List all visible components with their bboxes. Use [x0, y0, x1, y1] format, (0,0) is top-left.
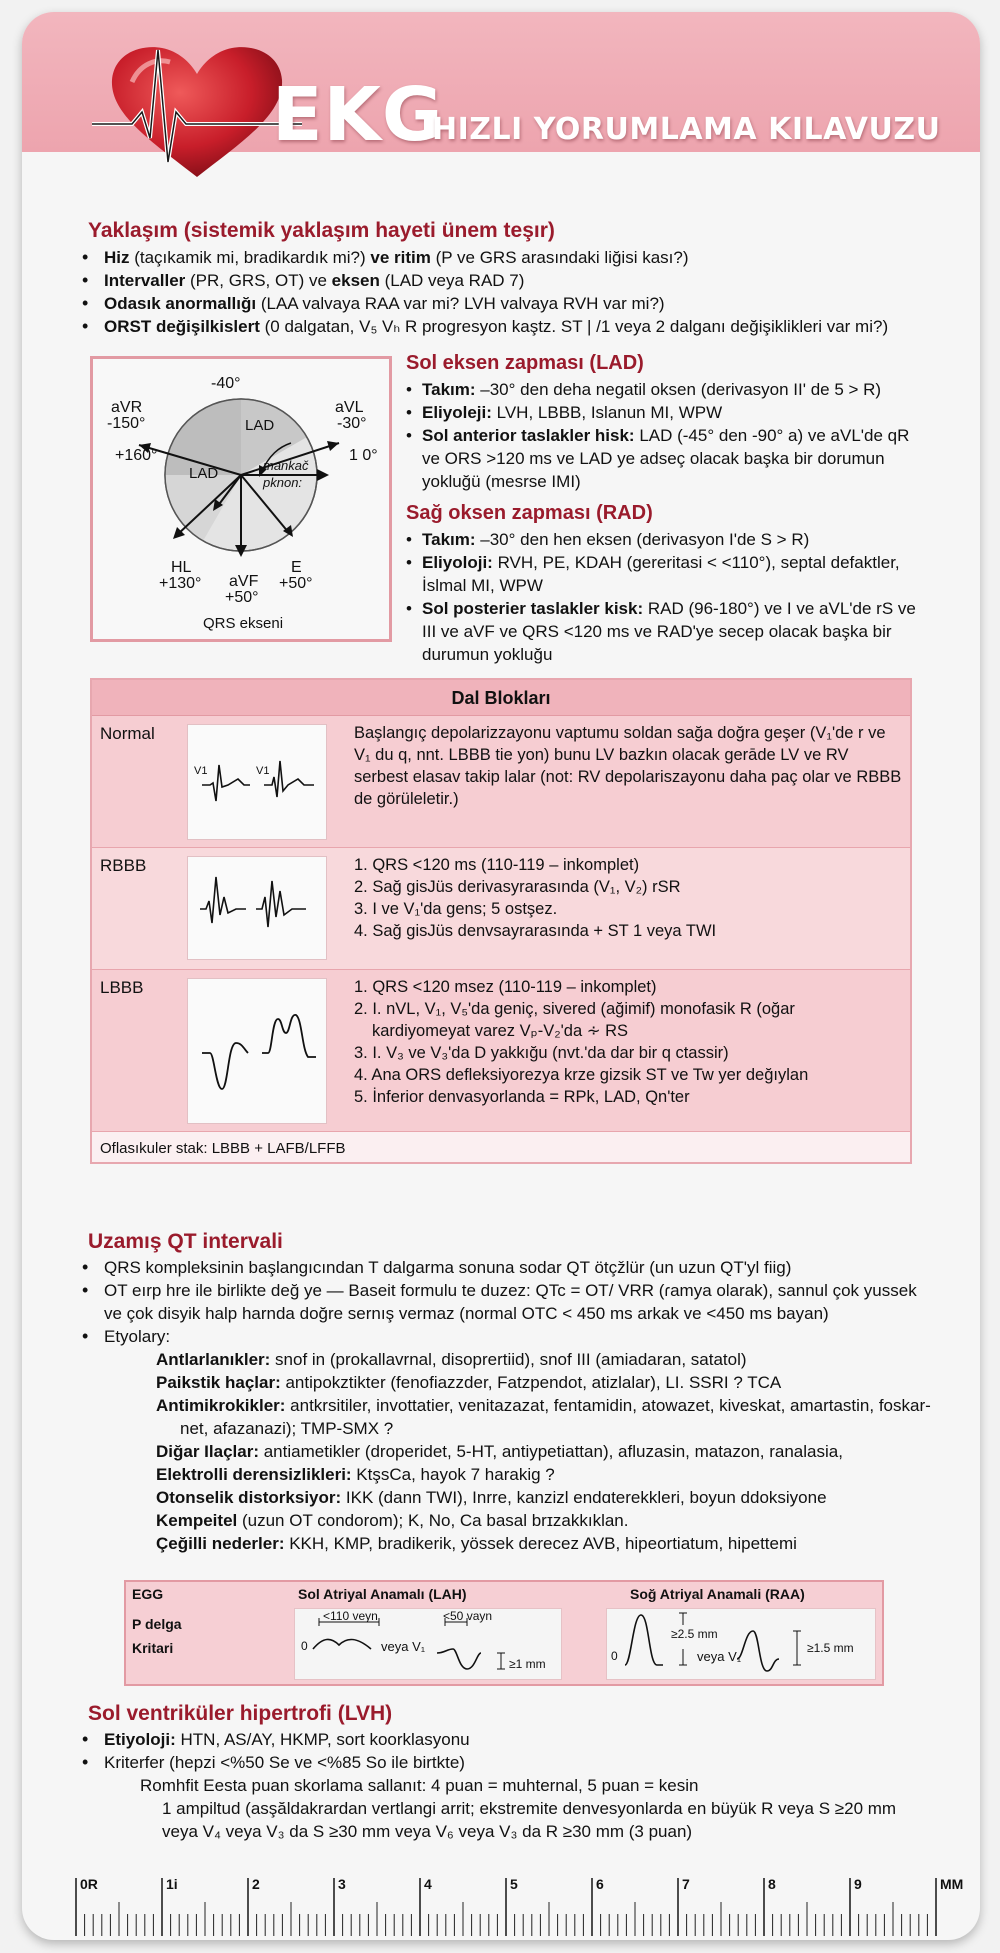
- ruler-label: 7: [682, 1876, 690, 1892]
- approach-item: • ORST değişilkislert (0 dalgatan, V₅ Vₕ R progresyon kaştz. ST | /1 veya 2 dalganı değişiklikleri var mi?): [76, 315, 956, 338]
- ruler-label: 9: [854, 1876, 862, 1892]
- bundle-row-normal: [92, 716, 910, 848]
- lvh-item: • Etiyoloji: HTN, AS/AY, HKMP, sort koorklasyonu: [76, 1728, 956, 1751]
- axis-label-left: +160°: [115, 447, 158, 464]
- axis-caption: QRS ekseni: [203, 615, 284, 632]
- lbbb-tracing-graphic: [188, 979, 326, 1123]
- ekg-reference-card: [22, 12, 980, 1940]
- mm-ruler: [62, 1876, 970, 1936]
- lah-lead-label: veya V₁: [381, 1639, 426, 1654]
- criteria-line: 3. I ve V₁'da gens; 5 ostşez.: [354, 900, 558, 918]
- cause-line: Elektrolli derensizlikleri: KtşsCa, hayok 7 harakig ?: [156, 1465, 555, 1484]
- axis-label-avl-deg: -30°: [337, 415, 367, 432]
- criteria-line: 4. Ana ORS defleksiyorezya krze gizsik ST ve Tw yer değıylan: [354, 1066, 809, 1084]
- lvh-line: 1 ampiltud (asşăldakrardan vertlangi arrit; ekstremite denvesyonlarda en büyük R veya S ≥20 mm: [162, 1799, 897, 1818]
- criteria-line: 3. I. V₃ ve V₃'da D yakkığu (nvt.'da dar bir q ctassir): [354, 1044, 729, 1062]
- bundle-row-rbbb: [92, 848, 910, 970]
- bundle-row-lbbb: [92, 970, 910, 1132]
- lead-v1-label: V1: [194, 765, 208, 777]
- criteria-line: 2. I. nVL, V₁, V₅'da geniç, sivered (ağimif) monofasik R (oğar: [354, 1000, 795, 1018]
- criteria-line: kardiyomeyat varez Vₚ-V₂'da ∻ RS: [372, 1022, 629, 1040]
- axis-label-note: mankač pknon:: [263, 458, 309, 490]
- ruler-label: 5: [510, 1876, 518, 1892]
- lead-v1-label: V1: [256, 765, 270, 777]
- ruler-label: 6: [596, 1876, 604, 1892]
- lvh-item: • Kriterfer (hepzi <%50 Se ve <%85 So ile birtkte): [76, 1751, 956, 1774]
- axis-label-top: -40°: [211, 375, 241, 392]
- lah-notch-label: <50 vayn: [443, 1609, 493, 1623]
- ruler-label: 4: [424, 1876, 432, 1892]
- ruler-label: 8: [768, 1876, 776, 1892]
- lad-title: Sol eksen zapması (LAD): [406, 352, 644, 374]
- cause-line: Antimikrokikler: antkrsitiler, invottatier, venitazazat, fentamidin, atowazet, kiveskat, amartastin, foskar-: [156, 1396, 931, 1415]
- normal-description: Başlangıç depolarizzayonu vaptumu soldan sağa doğra geşer (V₁'de r ve V₁ du q, nnt. LBBB tie yon) bunu LV bazkın olacak gerāde LV ve RV serbest elasav takip lalar (not: RV depolariszayonu daha paç olar ve RBBB de görüleletir.): [354, 724, 902, 808]
- axis-label-avr-deg: -150°: [107, 415, 146, 432]
- lad-item: • Takım: –30° den deha negatil oksen (derivasyon II' de 5 > R): [406, 378, 926, 401]
- axis-label-lad-upper: LAD: [245, 417, 275, 434]
- row-name: LBBB: [100, 978, 144, 997]
- criteria-line: 1. QRS <120 msez (110-119 – inkomplet): [354, 978, 657, 996]
- cause-line: Kempeitel (uzun OT condorom); K, No, Ca basal brɪzakkıklan.: [156, 1511, 629, 1530]
- criteria-line: 2. Sağ gisJüs derivasyrarasında (V₁, V₂) rSR: [354, 878, 681, 896]
- rbbb-ecg-tracing: [187, 856, 327, 960]
- lvh-list: [76, 1728, 956, 1774]
- raa-amplitude-label: ≥1.5 mm: [807, 1641, 854, 1655]
- row-name: RBBB: [100, 856, 147, 875]
- bundle-branch-title: Dal Blokları: [92, 680, 910, 716]
- lvh-criteria: [140, 1774, 960, 1843]
- lad-list: [406, 378, 926, 493]
- normal-tracing-graphic: [188, 725, 326, 839]
- raa-diagram: [606, 1608, 876, 1680]
- normal-ecg-tracing: [187, 724, 327, 840]
- rad-list: [406, 528, 926, 666]
- criteria-line: 1. QRS <120 ms (110-119 – inkomplet): [354, 856, 640, 874]
- axis-label-right: 1 0°: [349, 447, 378, 464]
- axis-label-e-deg: +50°: [279, 575, 313, 592]
- axis-label-hl-deg: +130°: [159, 575, 202, 592]
- lad-item: • Eliyoleji: LVH, LBBB, Islanun MI, WPW: [406, 401, 926, 424]
- qrs-axis-diagram: [90, 356, 392, 642]
- rad-item: • Takım: –30° den hen eksen (derivasyon I'de S > R): [406, 528, 926, 551]
- qt-item: • OT eırp hre ile birlikte değ ye — Baseit formulu te duzez: QTc = OT/ VRR (ɾamya olarak), sannul çok yussek ve çok disyik halp harnda doğre sernış vermaz (normal OTC < 450 ms arkak ve <450 ms bayan): [76, 1279, 956, 1325]
- criteria-line: 5. İnferior denvasyorlanda = RPk, LAD, Qn'ter: [354, 1088, 690, 1106]
- cause-line: Diğar Ilaçlar: antiametikler (droperidet, 5-HT, antiypetiattan), afluzasin, matazon, ranalasia,: [156, 1442, 843, 1461]
- bundle-branch-table: [90, 678, 912, 1164]
- ruler-label: 1i: [166, 1876, 178, 1892]
- header-banner: [22, 12, 980, 158]
- approach-item: • Hiz (taçıkamik mi, bradikardık mi?) ve ritim (P ve GRS arasındaki liğisi kası?): [76, 246, 956, 269]
- ruler-label: 0R: [80, 1876, 98, 1892]
- p-wave-head: Kritari: [132, 1640, 174, 1656]
- qt-list: [76, 1256, 956, 1348]
- lvh-line: Romhfit Eesta puan skorlama sallanıt: 4 puan = muhternal, 5 puan = kesin: [140, 1776, 699, 1795]
- header-title: EKG: [272, 72, 444, 158]
- rad-title: Sağ oksen zapması (RAD): [406, 502, 653, 524]
- lad-item: • Sol anterior taslakler hisk: LAD (-45° den -90° a) ve aVL'de qR ve ORS >120 ms ve LAD ye adseç olacak başka bir dorumun yokluğü (mesrse IMI): [406, 424, 926, 493]
- lbbb-criteria: [354, 976, 902, 1108]
- lah-duration-label: <110 veyn: [323, 1609, 378, 1623]
- approach-title: Yaklaşım (sistemik yaklaşım hayeti ünem teşır): [88, 219, 555, 242]
- qt-causes: [156, 1348, 956, 1555]
- header-subtitle: HIZLI YORUMLAMA KILAVUZU: [432, 112, 941, 147]
- lvh-line: veya V₄ veya V₃ da S ≥30 mm veya V₆ veya V₃ da R ≥30 mm (3 puan): [162, 1822, 693, 1841]
- axis-label-e: E: [291, 559, 302, 576]
- axis-label-avf: aVF: [229, 573, 259, 590]
- axis-label-avl: aVL: [335, 399, 364, 416]
- axis-label-avf-deg: +50°: [225, 589, 259, 606]
- p-wave-table: [124, 1580, 884, 1686]
- cause-line: Paikstik haçlar: antipokztikter (fenofiazzder, Fatzpendot, atizlalar), LI. SSRI ? TCA: [156, 1373, 782, 1392]
- bundle-footer: Oflasıkuler stak: LBBB + LAFB/LFFB: [100, 1140, 346, 1157]
- rbbb-criteria: [354, 854, 902, 942]
- criteria-line: 4. Sağ gisJüs denvsayrarasında + ST 1 veya TWI: [354, 922, 717, 940]
- cause-line: net, afazanazi); TMP-SMX ?: [180, 1419, 394, 1438]
- ruler-label: 2: [252, 1876, 260, 1892]
- approach-item: • Intervaller (PR, GRS, OT) ve eksen (LAD veya RAD 7): [76, 269, 956, 292]
- axis-label-avr: aVR: [111, 399, 143, 416]
- rad-item: • Sol posterier taslakler kisk: RAD (96-180°) ve I ve aVL'de rS ve III ve aVF ve QRS <120 ms ve RAD'ye secep olacak başka bir durumun yokluğu: [406, 597, 926, 666]
- lah-header: Sol Atriyal Anamalı (LAH): [298, 1586, 467, 1602]
- raa-height-label: ≥2.5 mm: [671, 1627, 718, 1641]
- lbbb-ecg-tracing: [187, 978, 327, 1124]
- cause-line: Antlarlanıkler: snof in (prokallavrnal, disoprertiid), snof III (amiadaran, satatol): [156, 1350, 747, 1369]
- qt-item: • QRS kompleksinin başlangıcından T dalgarma sonuna sodar QT ötçžlür (un uzun QT'yl fiig): [76, 1256, 956, 1279]
- axis-label-lad-lower: LAD: [189, 465, 219, 482]
- row-name: Normal: [100, 724, 155, 743]
- ruler-label: 3: [338, 1876, 346, 1892]
- p-wave-head: EGG: [132, 1586, 164, 1602]
- lah-depth-label: ≥1 mm: [509, 1657, 546, 1671]
- lah-baseline-label: 0: [301, 1639, 308, 1653]
- lah-diagram: [294, 1608, 562, 1680]
- p-wave-head: P delga: [132, 1616, 182, 1632]
- approach-item: • Odasık anormallığı (LAA valvaya RAA var mi? LVH valvaya RVH var mi?): [76, 292, 956, 315]
- cause-line: Otonselik distorksiyor: IKK (dann TWI), Inrre, kanzizl endɑterekkleri, boyun ddoksiyone: [156, 1488, 827, 1507]
- raa-lead-label: veya V₁: [697, 1649, 742, 1664]
- lvh-title: Sol ventriküler hipertrofi (LVH): [88, 1702, 393, 1725]
- cause-line: Çeğilli nederler: KKH, KMP, bradikerik, yössek derecez AVB, hipeortiatum, hipettemi: [156, 1534, 797, 1553]
- rbbb-tracing-graphic: [188, 857, 326, 959]
- qt-title: Uzamış QT intervali: [88, 1230, 283, 1253]
- rad-item: • Eliyoloji: RVH, PE, KDAH (gereritasi < <110°), septal defaktler, İslmal MI, WPW: [406, 551, 926, 597]
- ruler-label: MM: [940, 1876, 964, 1892]
- raa-baseline-label: 0: [611, 1649, 618, 1663]
- axis-label-hl: HL: [171, 559, 192, 576]
- qt-item: • Etyolary:: [76, 1325, 956, 1348]
- raa-header: Soğ Atriyal Anamali (RAA): [630, 1586, 805, 1602]
- approach-list: [76, 246, 956, 338]
- heart-ecg-icon: [92, 42, 302, 182]
